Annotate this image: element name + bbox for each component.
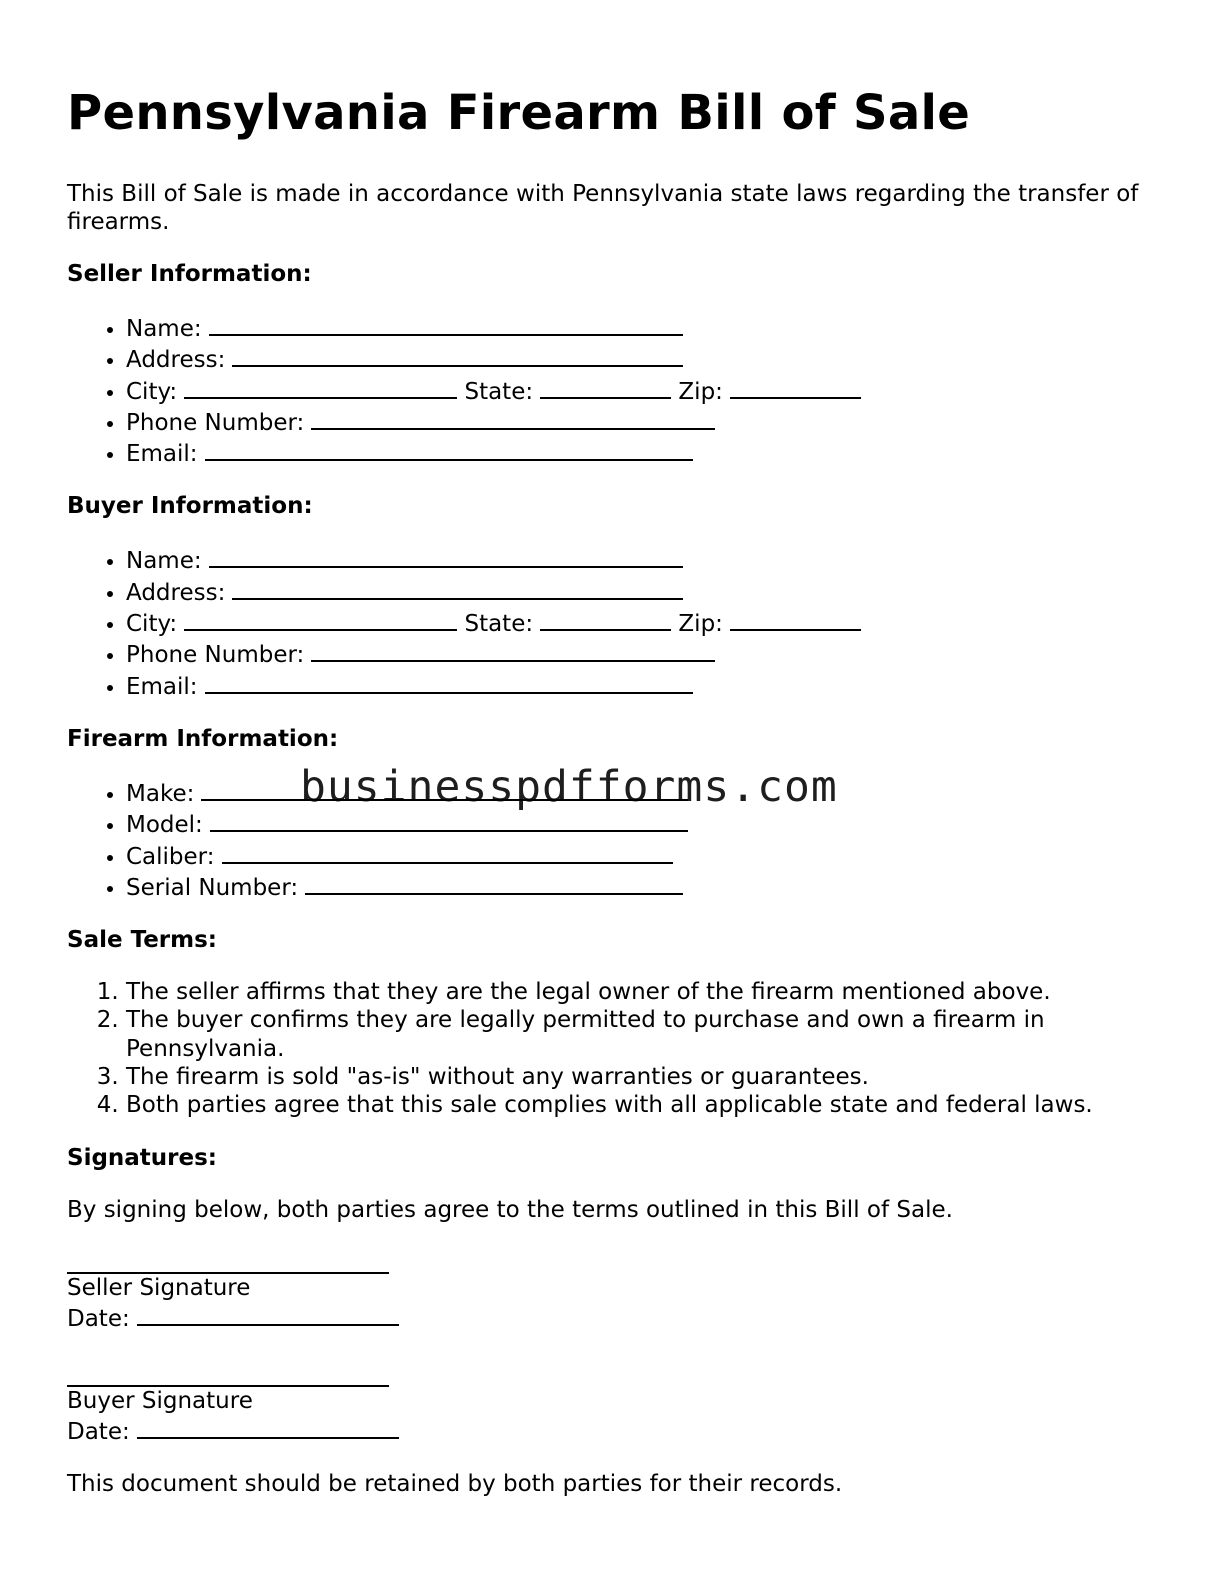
- buyer-signature-line[interactable]: [67, 1361, 389, 1387]
- seller-name-field: • Name:: [126, 312, 1157, 343]
- signature-statement: By signing below, both parties agree to the terms outlined in this Bill of Sale.: [67, 1196, 953, 1223]
- firearm-make-field: • Make:: [126, 777, 1157, 808]
- term-item: 1. The seller affirms that they are the legal owner of the firearm mentioned above.: [126, 978, 1157, 1006]
- firearm-caliber-field: • Caliber:: [126, 840, 1157, 871]
- seller-date-input[interactable]: [137, 1302, 399, 1326]
- seller-address-field: • Address:: [126, 343, 1157, 374]
- page-title: Pennsylvania Firearm Bill of Sale: [67, 85, 971, 141]
- seller-city-input[interactable]: [184, 375, 457, 399]
- buyer-phone-field: • Phone Number:: [126, 638, 1157, 669]
- buyer-email-input[interactable]: [205, 670, 693, 694]
- seller-date-field: Date:: [67, 1302, 1157, 1333]
- seller-signature-line[interactable]: [67, 1248, 389, 1274]
- seller-phone-field: • Phone Number:: [126, 406, 1157, 437]
- seller-city-field: • City: State: Zip:: [126, 375, 1157, 406]
- footer-note: This document should be retained by both parties for their records.: [67, 1470, 843, 1497]
- seller-phone-input[interactable]: [311, 406, 715, 430]
- buyer-state-input[interactable]: [540, 607, 671, 631]
- watermark-text: businesspdfforms.com: [300, 762, 838, 812]
- term-item: 2. The buyer confirms they are legally permitted to purchase and own a firearm in Pennsylvania.: [126, 1006, 1157, 1063]
- term-item: 3. The firearm is sold "as-is" without any warranties or guarantees.: [126, 1063, 1157, 1091]
- terms-heading: Sale Terms:: [67, 927, 218, 954]
- seller-address-input[interactable]: [232, 343, 683, 367]
- buyer-date-input[interactable]: [137, 1415, 399, 1439]
- buyer-heading: Buyer Information:: [67, 493, 313, 520]
- buyer-signature-label: Buyer Signature: [67, 1387, 253, 1414]
- term-item: 4. Both parties agree that this sale complies with all applicable state and federal laws.: [126, 1091, 1157, 1119]
- buyer-city-input[interactable]: [184, 607, 457, 631]
- buyer-address-input[interactable]: [232, 576, 683, 600]
- buyer-zip-input[interactable]: [730, 607, 861, 631]
- seller-email-field: • Email:: [126, 437, 1157, 468]
- buyer-fields: [67, 544, 1157, 700]
- firearm-serial-field: • Serial Number:: [126, 871, 1157, 902]
- seller-zip-input[interactable]: [730, 375, 861, 399]
- buyer-email-field: • Email:: [126, 670, 1157, 701]
- seller-name-input[interactable]: [209, 312, 683, 336]
- firearm-model-field: • Model:: [126, 808, 1157, 839]
- buyer-signature-block: [67, 1361, 1157, 1446]
- seller-fields: [67, 312, 1157, 468]
- seller-email-input[interactable]: [205, 437, 693, 461]
- seller-state-input[interactable]: [540, 375, 671, 399]
- firearm-heading: Firearm Information:: [67, 725, 339, 752]
- buyer-address-field: • Address:: [126, 576, 1157, 607]
- buyer-name-input[interactable]: [209, 544, 683, 568]
- terms-list: [67, 978, 1157, 1119]
- signatures-heading: Signatures:: [67, 1144, 218, 1171]
- firearm-serial-input[interactable]: [305, 871, 683, 895]
- buyer-date-field: Date:: [67, 1415, 1157, 1446]
- buyer-city-field: • City: State: Zip:: [126, 607, 1157, 638]
- intro-paragraph: This Bill of Sale is made in accordance with Pennsylvania state laws regarding the transfer of firearms.: [67, 181, 1139, 235]
- seller-signature-block: [67, 1248, 1157, 1333]
- buyer-phone-input[interactable]: [311, 638, 715, 662]
- seller-heading: Seller Information:: [67, 261, 312, 287]
- seller-signature-label: Seller Signature: [67, 1274, 251, 1301]
- firearm-caliber-input[interactable]: [222, 840, 673, 864]
- buyer-name-field: • Name:: [126, 544, 1157, 575]
